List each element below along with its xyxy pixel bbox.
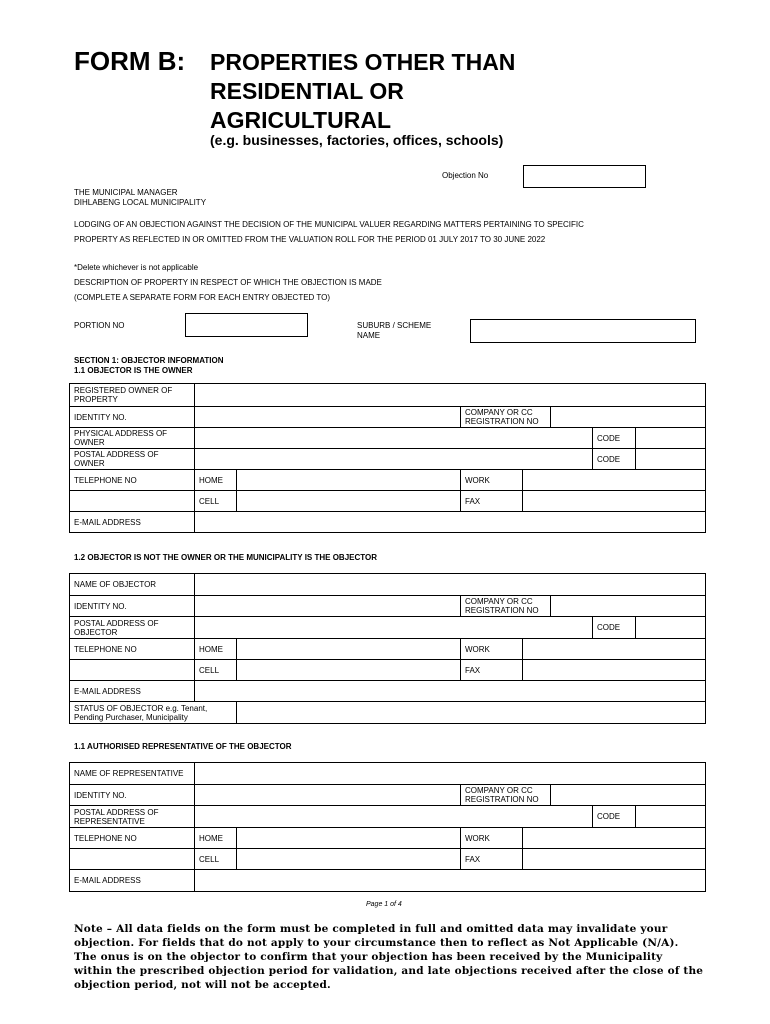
objection-no-field[interactable] <box>523 165 646 188</box>
fax-field[interactable] <box>523 660 706 681</box>
work-phone-field[interactable] <box>523 639 706 660</box>
cell-phone-field[interactable] <box>237 491 461 512</box>
page-number: Page 1 of 4 <box>366 901 402 908</box>
fax-label: FAX <box>461 660 523 681</box>
cell-phone-field[interactable] <box>237 660 461 681</box>
section-1-heading: SECTION 1: OBJECTOR INFORMATION <box>74 356 224 365</box>
postal-address-field[interactable] <box>195 449 593 470</box>
code-label: CODE <box>593 617 636 639</box>
company-reg-field[interactable] <box>551 407 706 428</box>
objector-table <box>69 573 706 724</box>
objector-name-label: NAME OF OBJECTOR <box>70 574 195 596</box>
company-reg-label: COMPANY OR CC REGISTRATION NO <box>461 785 551 806</box>
representative-table <box>69 762 706 892</box>
postal-address-label: POSTAL ADDRESS OF OWNER <box>70 449 195 470</box>
postal-address-label: POSTAL ADDRESS OF REPRESENTATIVE <box>70 806 195 828</box>
company-reg-field[interactable] <box>551 596 706 617</box>
intro-line-1: LODGING OF AN OBJECTION AGAINST THE DECISION OF THE MUNICIPAL VALUER REGARDING MATTERS PERTAINING TO SPECIFIC <box>74 220 584 229</box>
postal-address-field[interactable] <box>195 806 593 828</box>
representative-name-field[interactable] <box>195 763 706 785</box>
work-label: WORK <box>461 828 523 849</box>
telephone-blank-cell <box>70 491 195 512</box>
intro-line-2: PROPERTY AS REFLECTED IN OR OMITTED FROM THE VALUATION ROLL FOR THE PERIOD 01 JULY 2017 TO 30 JUNE 2022 <box>74 235 546 244</box>
work-phone-field[interactable] <box>523 828 706 849</box>
email-label: E-MAIL ADDRESS <box>70 512 195 533</box>
portion-no-field[interactable] <box>185 313 308 337</box>
section-1-1-heading: 1.1 OBJECTOR IS THE OWNER <box>74 366 193 375</box>
physical-address-field[interactable] <box>195 428 593 449</box>
home-phone-field[interactable] <box>237 639 461 660</box>
page-title-line-1: PROPERTIES OTHER THAN <box>210 49 516 75</box>
identity-label: IDENTITY NO. <box>70 785 195 806</box>
home-phone-field[interactable] <box>237 828 461 849</box>
note-paragraph: Note – All data fields on the form must be completed in full and omitted data may invalidate your objection. For fields that do not apply to your circumstance then to reflect as Not Applicable (N/A). The onus is on the objector to confirm that your objection has been received by the Municipality within the prescribed objection period for validation, and late objections received after the close of the objection period, not will not be accepted. <box>74 923 704 991</box>
fax-label: FAX <box>461 849 523 870</box>
suburb-label-1: SUBURB / SCHEME <box>357 321 432 330</box>
telephone-blank-cell <box>70 660 195 681</box>
objector-name-field[interactable] <box>195 574 706 596</box>
company-reg-label: COMPANY OR CC REGISTRATION NO <box>461 596 551 617</box>
owner-table <box>69 383 706 533</box>
postal-address-field[interactable] <box>195 617 593 639</box>
owner-name-field[interactable] <box>195 384 706 407</box>
cell-label: CELL <box>195 660 237 681</box>
identity-label: IDENTITY NO. <box>70 407 195 428</box>
addressee-line-1: THE MUNICIPAL MANAGER <box>74 188 178 197</box>
company-reg-field[interactable] <box>551 785 706 806</box>
status-field[interactable] <box>237 702 706 724</box>
form-label: FORM B: <box>74 46 186 76</box>
email-label: E-MAIL ADDRESS <box>70 870 195 892</box>
physical-address-label: PHYSICAL ADDRESS OF OWNER <box>70 428 195 449</box>
suburb-label-2: NAME <box>357 331 381 340</box>
email-label: E-MAIL ADDRESS <box>70 681 195 702</box>
fax-label: FAX <box>461 491 523 512</box>
cell-label: CELL <box>195 491 237 512</box>
postal-code-field[interactable] <box>636 449 706 470</box>
telephone-label: TELEPHONE NO <box>70 828 195 849</box>
work-label: WORK <box>461 639 523 660</box>
section-representative-heading: 1.1 AUTHORISED REPRESENTATIVE OF THE OBJECTOR <box>74 742 292 751</box>
home-phone-field[interactable] <box>237 470 461 491</box>
telephone-blank-cell <box>70 849 195 870</box>
description-line-2: (COMPLETE A SEPARATE FORM FOR EACH ENTRY OBJECTED TO) <box>74 293 331 302</box>
work-phone-field[interactable] <box>523 470 706 491</box>
addressee-line-2: DIHLABENG LOCAL MUNICIPALITY <box>74 198 207 207</box>
representative-name-label: NAME OF REPRESENTATIVE <box>70 763 195 785</box>
owner-name-label: REGISTERED OWNER OF PROPERTY <box>70 384 195 407</box>
fax-field[interactable] <box>523 491 706 512</box>
status-label: STATUS OF OBJECTOR e.g. Tenant, Pending Purchaser, Municipality <box>70 702 237 724</box>
identity-label: IDENTITY NO. <box>70 596 195 617</box>
postal-code-field[interactable] <box>636 806 706 828</box>
telephone-label: TELEPHONE NO <box>70 639 195 660</box>
delete-note: *Delete whichever is not applicable <box>74 263 199 272</box>
identity-field[interactable] <box>195 785 461 806</box>
suburb-field[interactable] <box>470 319 696 343</box>
postal-address-label: POSTAL ADDRESS OF OBJECTOR <box>70 617 195 639</box>
home-label: HOME <box>195 470 237 491</box>
identity-field[interactable] <box>195 596 461 617</box>
email-field[interactable] <box>195 512 706 533</box>
cell-label: CELL <box>195 849 237 870</box>
cell-phone-field[interactable] <box>237 849 461 870</box>
code-label: CODE <box>593 806 636 828</box>
work-label: WORK <box>461 470 523 491</box>
page-title-line-2: RESIDENTIAL OR <box>210 78 404 104</box>
home-label: HOME <box>195 639 237 660</box>
objection-no-label: Objection No <box>442 171 489 180</box>
page-title-line-3: AGRICULTURAL <box>210 107 391 133</box>
company-reg-label: COMPANY OR CC REGISTRATION NO <box>461 407 551 428</box>
description-line-1: DESCRIPTION OF PROPERTY IN RESPECT OF WHICH THE OBJECTION IS MADE <box>74 278 382 287</box>
section-1-2-heading: 1.2 OBJECTOR IS NOT THE OWNER OR THE MUNICIPALITY IS THE OBJECTOR <box>74 553 377 562</box>
email-field[interactable] <box>195 870 706 892</box>
code-label: CODE <box>593 428 636 449</box>
physical-code-field[interactable] <box>636 428 706 449</box>
home-label: HOME <box>195 828 237 849</box>
email-field[interactable] <box>195 681 706 702</box>
postal-code-field[interactable] <box>636 617 706 639</box>
telephone-label: TELEPHONE NO <box>70 470 195 491</box>
page-subtitle: (e.g. businesses, factories, offices, schools) <box>210 132 504 148</box>
identity-field[interactable] <box>195 407 461 428</box>
fax-field[interactable] <box>523 849 706 870</box>
code-label: CODE <box>593 449 636 470</box>
portion-no-label: PORTION NO <box>74 321 125 330</box>
